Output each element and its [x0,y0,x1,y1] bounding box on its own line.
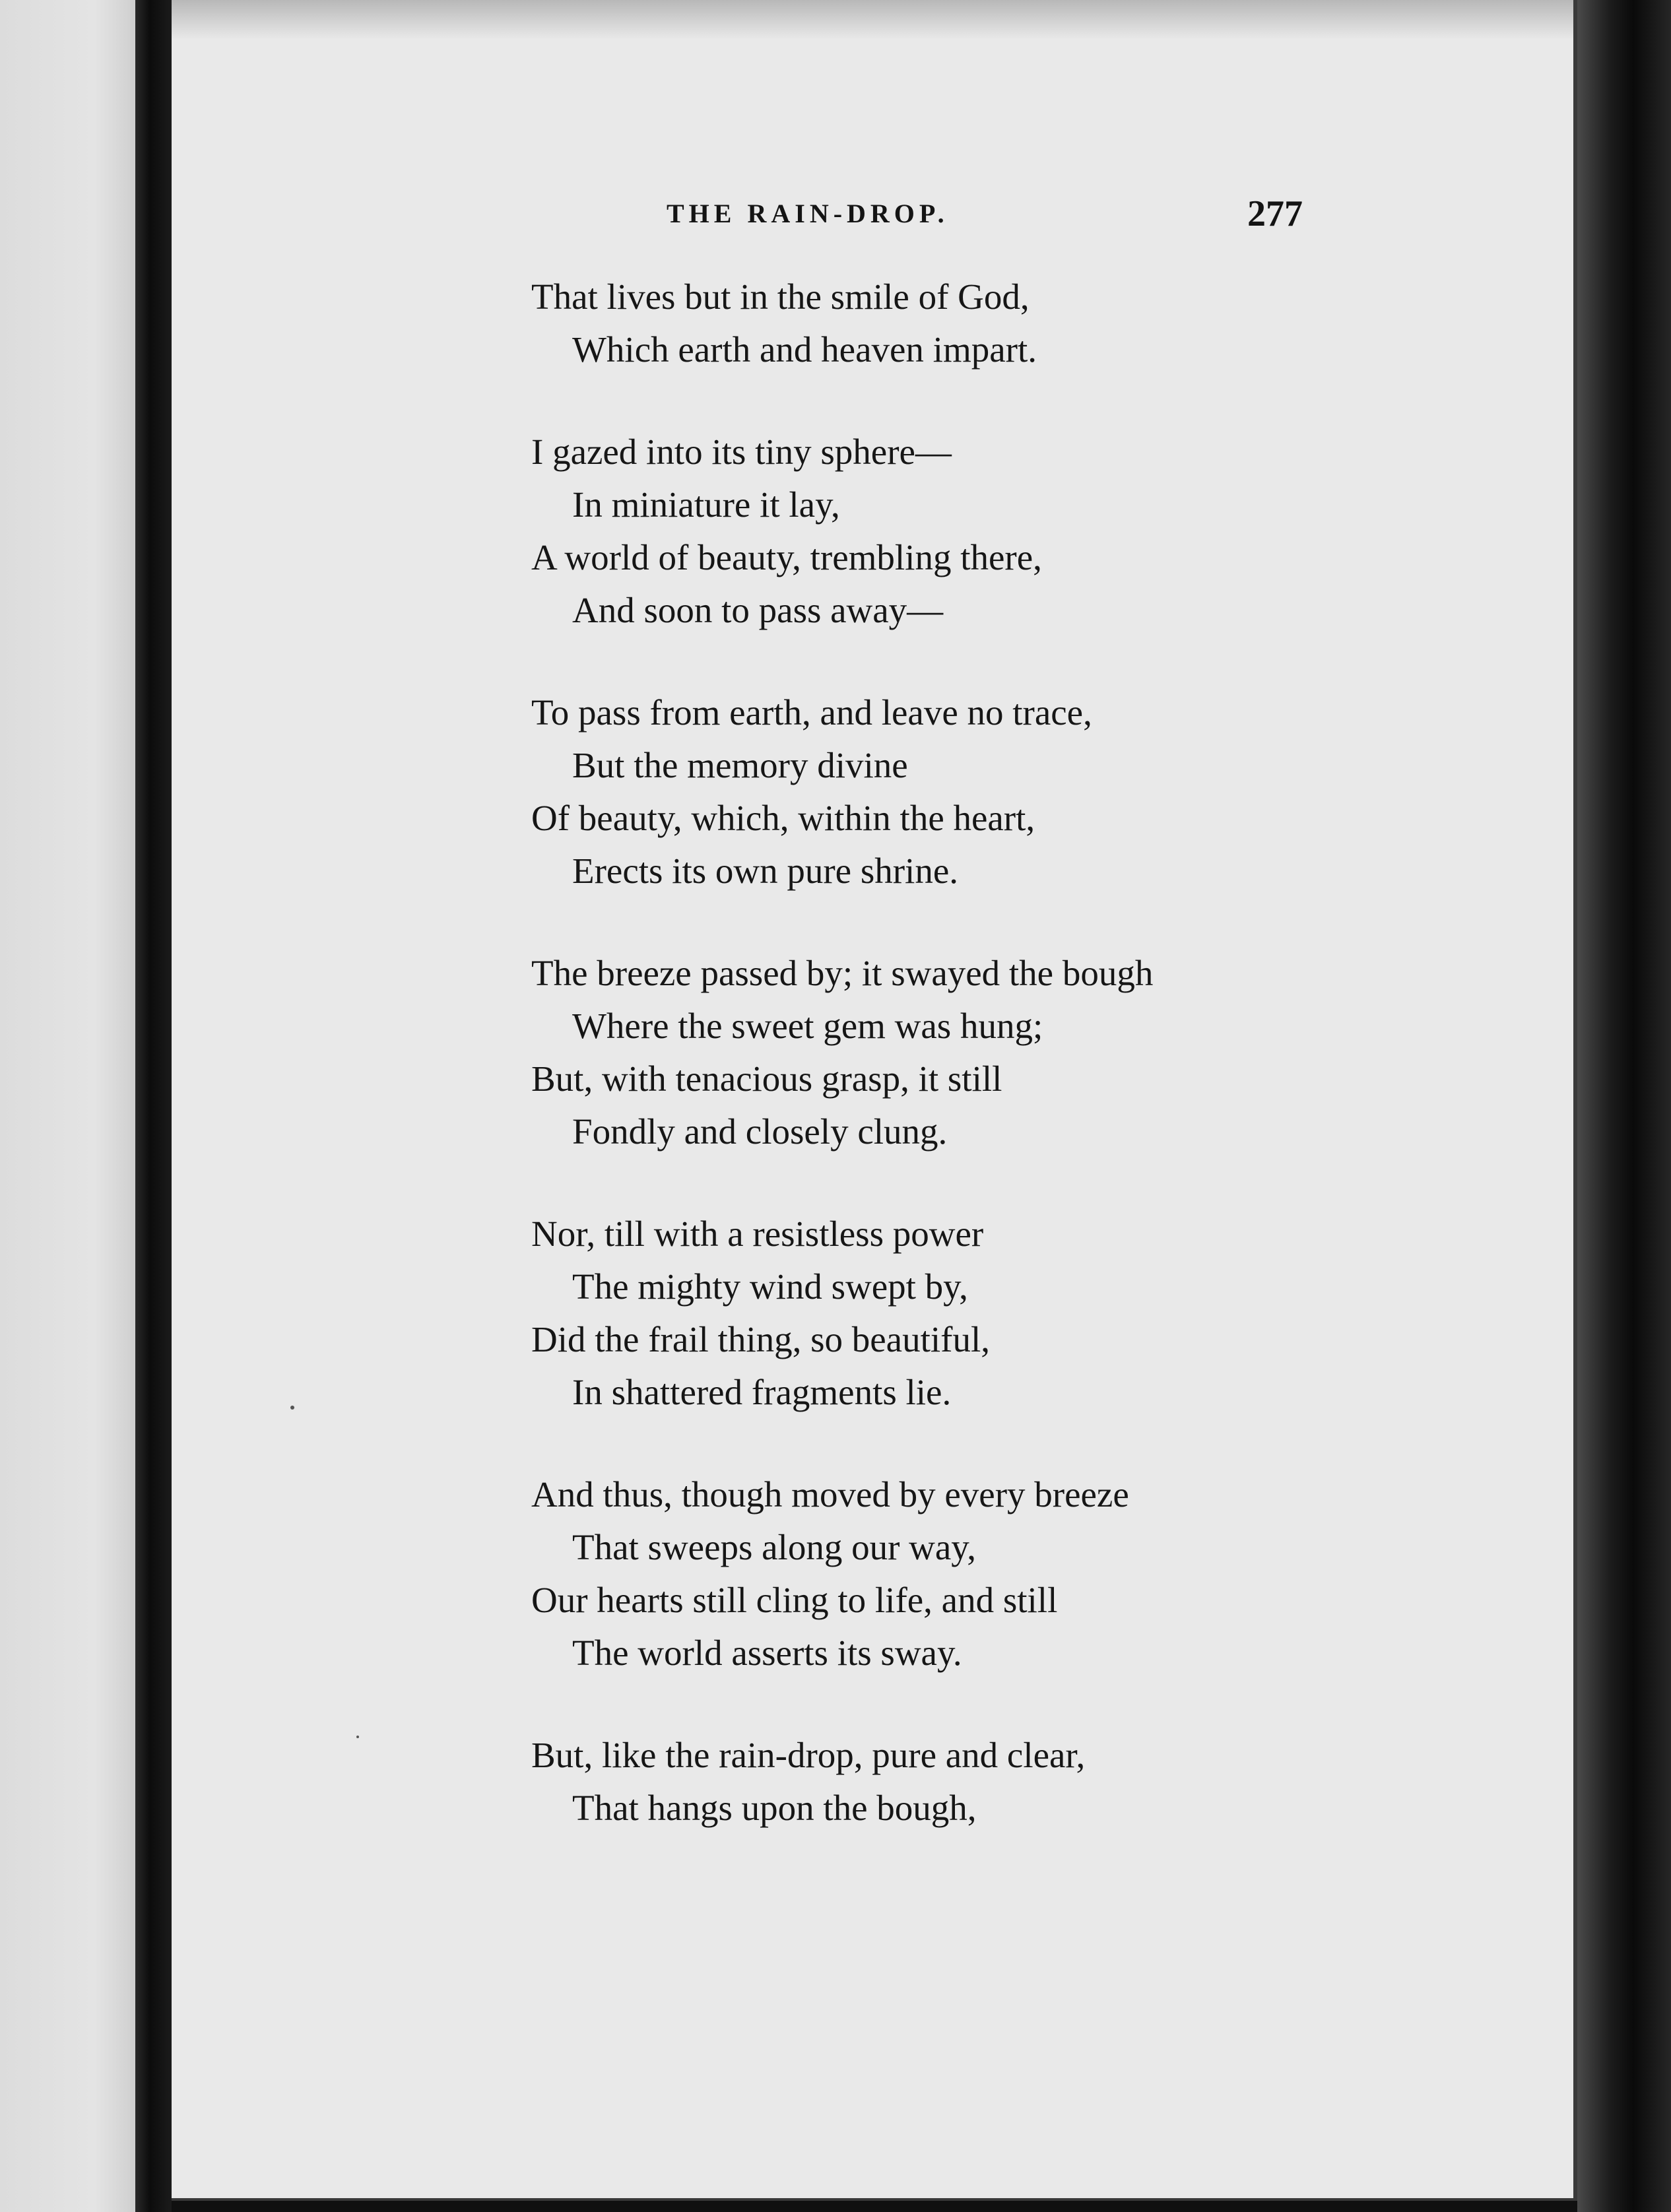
poem-line: But, with tenacious grasp, it still [531,1058,1002,1099]
poem-line: To pass from earth, and leave no trace, [531,692,1092,732]
stanza [531,426,1521,637]
poem-line: I gazed into its tiny sphere— [531,432,952,472]
paper-speck [290,1406,294,1410]
poem-line: Where the sweet gem was hung; [572,1006,1043,1046]
poem-line: Of beauty, which, within the heart, [531,798,1035,838]
stanza [531,1468,1521,1679]
poem-line: The mighty wind swept by, [572,1266,968,1307]
stanza [531,1729,1521,1835]
poem-line: Which earth and heaven impart. [572,329,1037,370]
poem-line: Nor, till with a resistless power [531,1214,984,1254]
poem-line: But, like the rain-drop, pure and clear, [531,1735,1086,1775]
poem-line: That lives but in the smile of God, [531,276,1030,317]
paper-speck [356,1736,359,1738]
poem-line: A world of beauty, trembling there, [531,537,1042,577]
stanza [531,271,1521,376]
book-page [172,0,1577,2201]
facing-page-margin [0,0,135,2212]
poem-line: And thus, though moved by every breeze [531,1474,1129,1514]
poem-line: In shattered fragments lie. [572,1372,952,1412]
poem-line: And soon to pass away— [572,590,944,630]
poem-line: The world asserts its sway. [572,1633,962,1673]
poem-line: In miniature it lay, [572,484,840,525]
running-head [172,193,1573,244]
poem-line: Erects its own pure shrine. [572,851,958,891]
stanza [531,947,1521,1158]
running-title: THE RAIN-DROP. [667,199,949,228]
poem-line: Did the frail thing, so beautiful, [531,1319,990,1359]
poem-body [531,271,1521,1884]
poem-line: That sweeps along our way, [572,1527,976,1567]
poem-line: That hangs upon the bough, [572,1788,977,1828]
poem-line: Fondly and closely clung. [572,1111,948,1152]
poem-line: Our hearts still cling to life, and still [531,1580,1058,1620]
poem-line: The breeze passed by; it swayed the bough [531,953,1154,993]
page-number: 277 [1247,193,1303,234]
book-right-edge [1577,0,1671,2212]
book-gutter [135,0,172,2212]
stanza [531,1208,1521,1419]
poem-line: But the memory divine [572,745,908,785]
page-top-shadow [172,0,1573,40]
stanza [531,686,1521,897]
